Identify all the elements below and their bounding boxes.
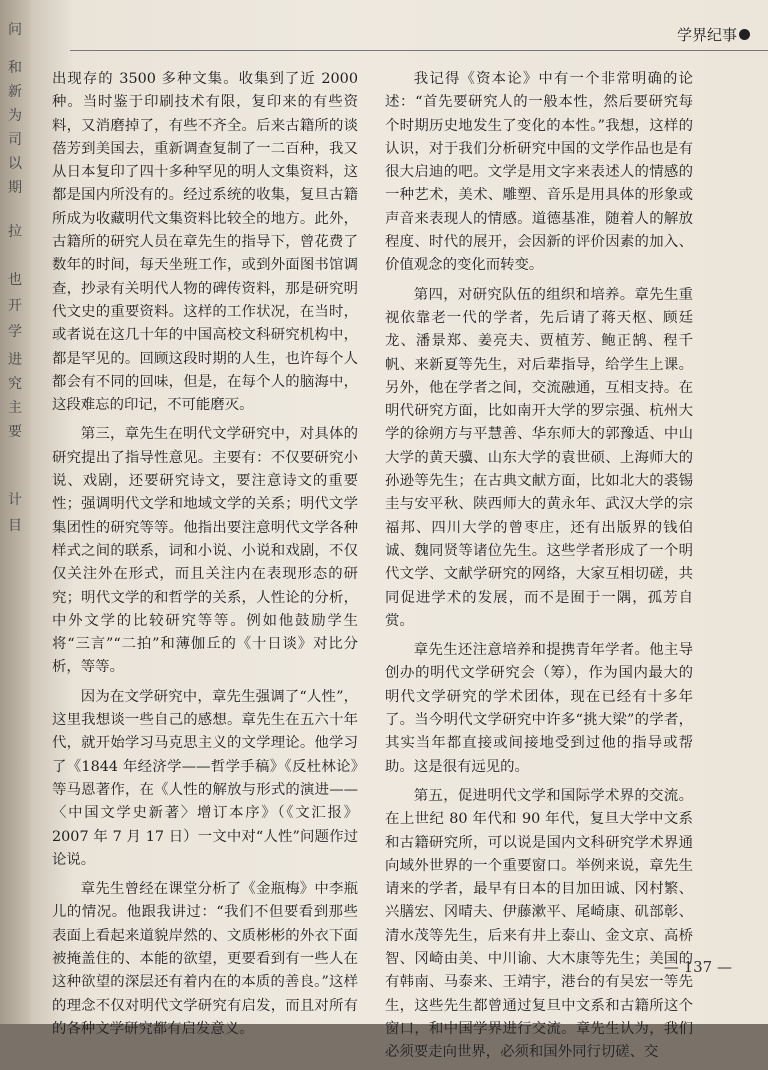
paragraph: 第五，促进明代文学和国际学术界的交流。在上世纪 80 年代和 90 年代，复旦大学中文系和古籍研究所，可以说是国内文科研究学术界通向域外世界的一个重要窗口。举例来说，章先生请来的学者，最早有日本的目加田诚、冈村繁、兴膳宏、冈晴夫、伊藤漱平、尾崎康、矶部彰、清水茂等先生，后来有井上泰山、金文京、高桥智、冈崎由美、中川谕、大木康等先生；美国的有韩南、马泰来、王靖宇，港台的有吴宏一等先生，这些先生都曾通过复旦中文系和古籍所这个窗口，和中国学界进行交流。章先生认为，我们必须要走向世界，必须和国外同行切磋、交: [385, 787, 693, 1061]
prev-page-fragment: 司: [8, 132, 22, 148]
running-header: [677, 24, 750, 45]
prev-page-fragment: 拉: [8, 224, 22, 240]
paragraph: 第四，对研究队伍的组织和培养。章先生重视依靠老一代的学者，先后请了蒋天枢、顾廷龙、潘景郑、姜亮夫、贾植芳、鲍正鹄、程千帆、来新夏等先生，对后辈指导，给学生上课。另外，他在学者之间，交流融通，互相支持。在明代研究方面，比如南开大学的罗宗强、杭州大学的徐朔方与平慧善、华东师大的郭豫适、中山大学的黄天骥、山东大学的袁世硕、上海师大的孙逊等先生；在古典文献方面，比如北大的裘锡圭与安平秋、陕西师大的黄永年、武汉大学的宗福邦、四川大学的曾枣庄，还有出版界的钱伯诚、魏同贤等诸位先生。这些学者形成了一个明代文学、文献学研究的网络，大家互相切磋，共同促进学术的发展，而不是囿于一隅，孤芳自赏。: [385, 286, 693, 629]
prev-page-fragment: 新: [8, 84, 22, 100]
prev-page-fragment: 和: [8, 60, 22, 76]
prev-page-fragment: 开: [8, 298, 22, 314]
prev-page-fragment: 主: [8, 400, 22, 416]
prev-page-fragment: 以: [8, 156, 22, 172]
prev-page-fragment: 也: [8, 272, 22, 288]
paragraph: 我记得《资本论》中有一个非常明确的论述：“首先要研究人的一般本性，然后要研究每个时期历史地发生了变化的本性。”我想，这样的认识，对于我们分析研究中国的文学作品也是有很大启迪的吧。文学是用文字来表述人的情感的一种艺术，美术、雕塑、音乐是用具体的形象或声音来表现人的情感。道德基准，随着人的解放程度、时代的展开，会因新的评价因素的加入、价值观念的变化而转变。: [385, 71, 693, 274]
right-column: [385, 68, 693, 1070]
prev-page-fragment: 进: [8, 352, 22, 368]
prev-page-fragment: 期: [8, 180, 22, 196]
bullet-dot-icon: [739, 29, 750, 40]
prev-page-fragment: 问: [8, 22, 22, 38]
paragraph: 因为在文学研究中，章先生强调了“人性”，这里我想谈一些自己的感想。章先生在五六十年代，就开始学习马克思主义的文学理论。他学习了《1844 年经济学——哲学手稿》《反杜林论》等马恩著作，在《人性的解放与形式的演进——〈中国文学史新著〉增订本序》（《文汇报》2007 年 7 月 17 日）一文中对“人性”问题作过论说。: [52, 688, 358, 868]
prev-page-fragment: 学: [8, 324, 22, 340]
prev-page-fragment: 计: [8, 492, 22, 508]
paragraph: 章先生曾经在课堂分析了《金瓶梅》中李瓶儿的情况。他跟我讲过：“我们不但要看到那些表面上看起来道貌岸然的、文质彬彬的外衣下面被掩盖住的、本能的欲望，更要看到有一些人在这种欲望的深层还有着内在的本质的善良。”这样的理念不仅对明代文学研究有启发，而且对所有的各种文学研究都有启发意义。: [52, 881, 358, 1037]
prev-page-fragment: 究: [8, 376, 22, 392]
paragraph: 出现存的 3500 多种文集。收集到了近 2000 种。当时鉴于印刷技术有限，复印来的有些资料，又消磨掉了，有些不齐全。后来古籍所的谈蓓芳到美国去，重新调查复制了一二百种，我又从日本复印了四十多种罕见的明人文集资料，这都是国内所没有的。经过系统的收集，复旦古籍所成为收藏明代文集资料比较全的地方。此外，古籍所的研究人员在章先生的指导下，曾花费了数年的时间，每天坐班工作，或到外面图书馆调查，抄录有关明代人物的碑传资料，那是研究明代文史的重要资料。这样的工作状况，在当时，或者说在这几十年的中国高校文科研究机构中，都是罕见的。回顾这段时期的人生，也许每个人都会有不同的回味，但是，在每个人的脑海中，这段难忘的印记，不可能磨灭。: [52, 71, 358, 414]
prev-page-fragment: 要: [8, 424, 22, 440]
prev-page-fragment: 目: [8, 518, 22, 534]
left-column: [52, 68, 358, 1047]
paragraph: 章先生还注意培养和提携青年学者。他主导创办的明代文学研究会（筹），作为国内最大的明代文学研究的学术团体，现在已经有十多年了。当今明代文学研究中许多“挑大梁”的学者，其实当年都直接或间接地受到过他的指导或帮助。这是很有远见的。: [385, 642, 693, 775]
prev-page-fragment: 为: [8, 108, 22, 124]
header-rule: [70, 50, 768, 51]
page-number: — 137 —: [663, 958, 732, 976]
paragraph: 第三，章先生在明代文学研究中，对具体的研究提出了指导性意见。主要有：不仅要研究小说、戏剧，还要研究诗文，要注意诗文的重要性；强调明代文学和地域文学的关系；明代文学集团性的研究等等。他指出要注意明代文学各种样式之间的联系，词和小说、小说和戏剧，不仅仅关注外在形式，而且关注内在表现形态的研究；明代文学的和哲学的关系，人性论的分析，中外文学的比较研究等等。例如他鼓励学生将“三言”“二拍”和薄伽丘的《十日谈》对比分析，等等。: [52, 426, 358, 676]
previous-page-edge: [0, 0, 30, 1024]
section-title: 学界纪事: [676, 26, 737, 44]
